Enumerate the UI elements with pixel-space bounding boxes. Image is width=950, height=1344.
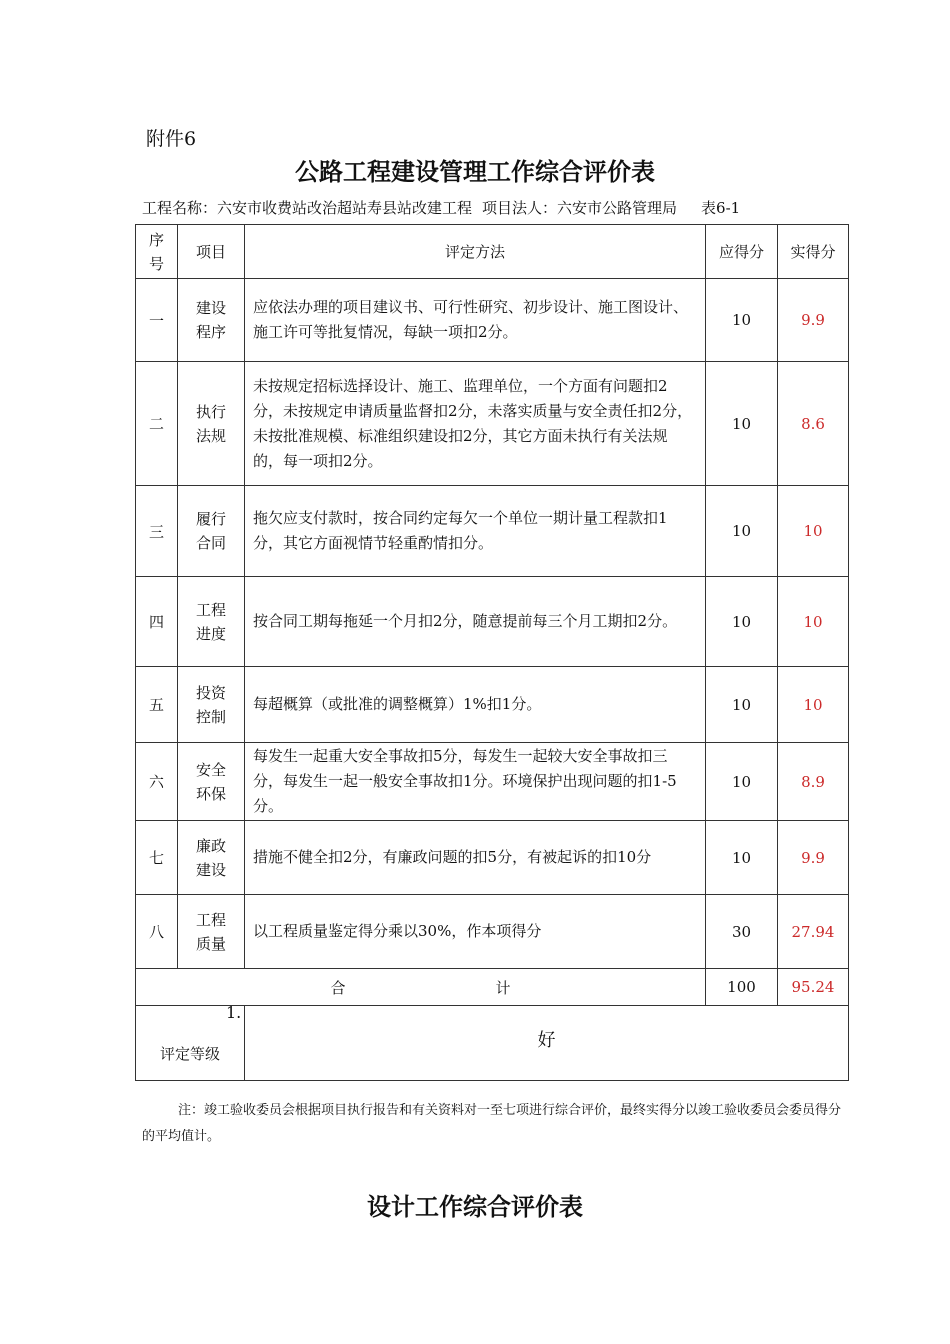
table-row: [136, 577, 849, 667]
total-full-score: 100: [706, 969, 778, 1006]
next-section-title: 设计工作综合评价表: [367, 1192, 583, 1221]
row-item: 建设 程序: [178, 279, 245, 362]
row-item: 安全 环保: [178, 743, 245, 821]
table-row: [136, 895, 849, 969]
table-number: 表6-1: [701, 199, 741, 217]
row-method: 以工程质量鉴定得分乘以30%，作本项得分: [245, 895, 706, 969]
row-full-score: 10: [706, 821, 778, 895]
table-row: [136, 743, 849, 821]
grade-row: [136, 1006, 849, 1081]
table-row: [136, 667, 849, 743]
row-actual-score: 8.9: [778, 743, 849, 821]
footnote: 注：竣工验收委员会根据项目执行报告和有关资料对一至七项进行综合评价，最终实得分以竣工验收委员会委员得分的平均值计。: [142, 1103, 842, 1144]
header-seq: 序号: [136, 225, 178, 279]
row-seq: 六: [136, 743, 178, 821]
header-method: 评定方法: [245, 225, 706, 279]
row-seq: 一: [136, 279, 178, 362]
legal-person: 项目法人：六安市公路管理局: [482, 199, 678, 217]
header-full-score: 应得分: [706, 225, 778, 279]
row-full-score: 10: [706, 486, 778, 577]
row-item: 工程 进度: [178, 577, 245, 667]
row-method: 按合同工期每拖延一个月扣2分，随意提前每三个月工期扣2分。: [245, 577, 706, 667]
table-row: [136, 821, 849, 895]
row-method: 应依法办理的项目建议书、可行性研究、初步设计、施工图设计、施工许可等批复情况，每缺一项扣2分。: [245, 279, 706, 362]
row-actual-score: 9.9: [778, 279, 849, 362]
grade-label: 评定等级 1.: [136, 1006, 245, 1081]
attachment-label: 附件6: [146, 128, 197, 150]
row-actual-score: 27.94: [778, 895, 849, 969]
row-seq: 七: [136, 821, 178, 895]
row-full-score: 10: [706, 577, 778, 667]
row-full-score: 10: [706, 667, 778, 743]
project-name: 工程名称：六安市收费站改治超站寿县站改建工程: [142, 199, 473, 217]
row-item: 执行 法规: [178, 362, 245, 486]
table-row: [136, 279, 849, 362]
total-label: 合 计: [136, 969, 706, 1006]
row-actual-score: 10: [778, 577, 849, 667]
page-title: 公路工程建设管理工作综合评价表: [295, 157, 655, 186]
table-meta: [142, 197, 842, 218]
row-seq: 四: [136, 577, 178, 667]
row-actual-score: 9.9: [778, 821, 849, 895]
row-actual-score: 10: [778, 486, 849, 577]
total-actual-score: 95.24: [778, 969, 849, 1006]
row-actual-score: 10: [778, 667, 849, 743]
header-row: [136, 225, 849, 279]
row-full-score: 10: [706, 743, 778, 821]
row-method: 拖欠应支付款时，按合同约定每欠一个单位一期计量工程款扣1分，其它方面视情节轻重酌情扣分。: [245, 486, 706, 577]
row-method: 每超概算（或批准的调整概算）1%扣1分。: [245, 667, 706, 743]
table-row: [136, 486, 849, 577]
row-item: 履行 合同: [178, 486, 245, 577]
row-seq: 三: [136, 486, 178, 577]
row-method: 每发生一起重大安全事故扣5分，每发生一起较大安全事故扣三分，每发生一起一般安全事故扣1分。环境保护出现问题的扣1-5分。: [245, 743, 706, 821]
row-seq: 八: [136, 895, 178, 969]
row-method: 未按规定招标选择设计、施工、监理单位，一个方面有问题扣2分，未按规定申请质量监督扣2分，未落实质量与安全责任扣2分，未按批准规模、标准组织建设扣2分，其它方面未执行有关法规的，每一项扣2分。: [245, 362, 706, 486]
row-item: 廉政 建设: [178, 821, 245, 895]
row-full-score: 10: [706, 362, 778, 486]
row-item: 投资 控制: [178, 667, 245, 743]
table-row: [136, 362, 849, 486]
row-seq: 二: [136, 362, 178, 486]
row-actual-score: 8.6: [778, 362, 849, 486]
grade-number: 1.: [226, 1003, 242, 1022]
grade-value: 好: [245, 1006, 849, 1081]
row-item: 工程 质量: [178, 895, 245, 969]
row-seq: 五: [136, 667, 178, 743]
row-full-score: 30: [706, 895, 778, 969]
header-actual-score: 实得分: [778, 225, 849, 279]
row-method: 措施不健全扣2分，有廉政问题的扣5分，有被起诉的扣10分: [245, 821, 706, 895]
header-item: 项目: [178, 225, 245, 279]
row-full-score: 10: [706, 279, 778, 362]
evaluation-table: [135, 224, 849, 1081]
total-row: [136, 969, 849, 1006]
